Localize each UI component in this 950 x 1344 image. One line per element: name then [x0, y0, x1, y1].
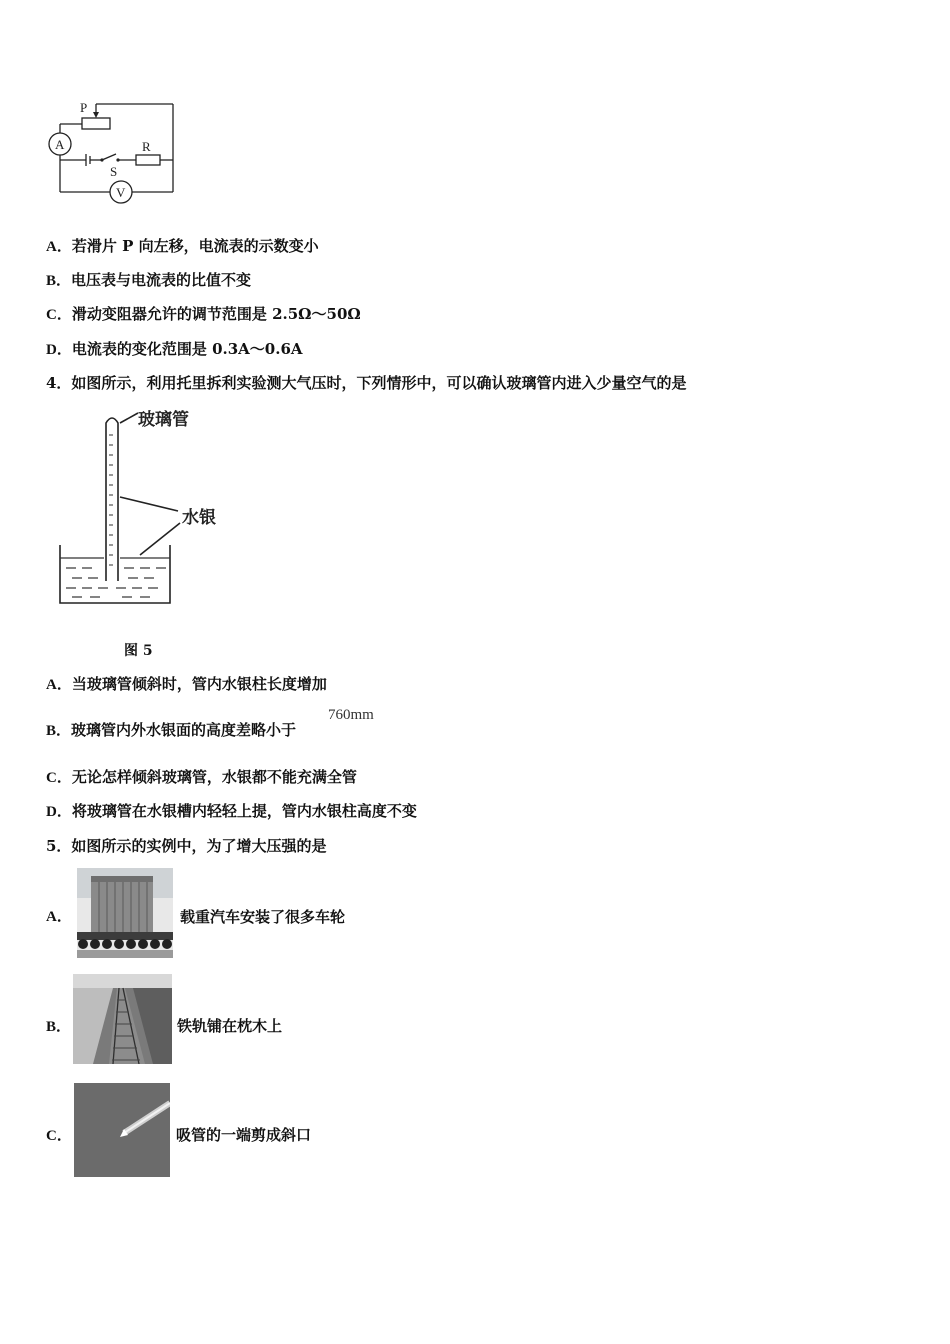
q5-option-c-letter: C．	[46, 1128, 72, 1144]
q4-stem: 4．如图所示，利用托里拆利实验测大气压时，下列情形中，可以确认玻璃管内进入少量空气的是	[46, 374, 687, 392]
option-text: 若滑片 P 向左移，电流表的示数变小	[71, 237, 319, 255]
railway-track-photo	[73, 974, 172, 1064]
q5-option-a-letter: A．	[46, 909, 72, 925]
q5-option-b-letter: B．	[46, 1019, 72, 1035]
option-text: 电流表的变化范围是 0.3A～0.6A	[71, 340, 303, 358]
q4-option-d	[46, 801, 417, 822]
figure-caption: 图 5	[124, 643, 153, 659]
straw-photo	[74, 1083, 170, 1177]
q4-option-b	[46, 720, 296, 741]
option-letter: A．	[46, 239, 72, 255]
option-letter: C．	[46, 770, 72, 786]
slider-label: P	[80, 100, 88, 115]
voltmeter-label: V	[116, 185, 126, 200]
q3-option-c	[46, 304, 361, 325]
option-letter: D．	[46, 804, 72, 820]
option-text: 无论怎样倾斜玻璃管，水银都不能充满全管	[71, 768, 357, 786]
option-letter: A．	[46, 677, 72, 693]
tube-label: 玻璃管	[138, 410, 189, 430]
q5-option-c-text: 吸管的一端剪成斜口	[176, 1126, 312, 1144]
q4-option-c	[46, 767, 357, 788]
q5-stem: 5．如图所示的实例中，为了增大压强的是	[46, 837, 327, 855]
heavy-truck-photo	[77, 868, 173, 958]
q3-option-d	[46, 339, 303, 360]
q5-option-a-text: 载重汽车安装了很多车轮	[180, 908, 346, 926]
option-text: 玻璃管内外水银面的高度差略小于	[71, 721, 297, 739]
switch-label: S	[110, 164, 118, 179]
option-text: 当玻璃管倾斜时，管内水银柱长度增加	[71, 675, 327, 693]
mercury-label: 水银	[182, 508, 216, 528]
resistor-label: R	[142, 139, 151, 154]
q5-option-b-text: 铁轨铺在枕木上	[177, 1017, 283, 1035]
option-letter: C．	[46, 307, 72, 323]
option-text: 滑动变阻器允许的调节范围是 2.5Ω～50Ω	[71, 305, 361, 323]
option-text: 电压表与电流表的比值不变	[71, 271, 252, 289]
q3-option-a	[46, 236, 319, 257]
q3-option-b	[46, 270, 251, 291]
circuit-diagram	[40, 96, 190, 208]
q4-option-a	[46, 674, 327, 695]
ammeter-label: A	[55, 137, 65, 152]
option-letter: B．	[46, 273, 72, 289]
option-b-superscript: 760mm	[328, 707, 374, 723]
option-text: 将玻璃管在水银槽内轻轻上提，管内水银柱高度不变	[71, 802, 417, 820]
option-letter: D．	[46, 342, 72, 358]
torricelli-figure	[50, 405, 240, 610]
option-letter: B．	[46, 723, 72, 739]
